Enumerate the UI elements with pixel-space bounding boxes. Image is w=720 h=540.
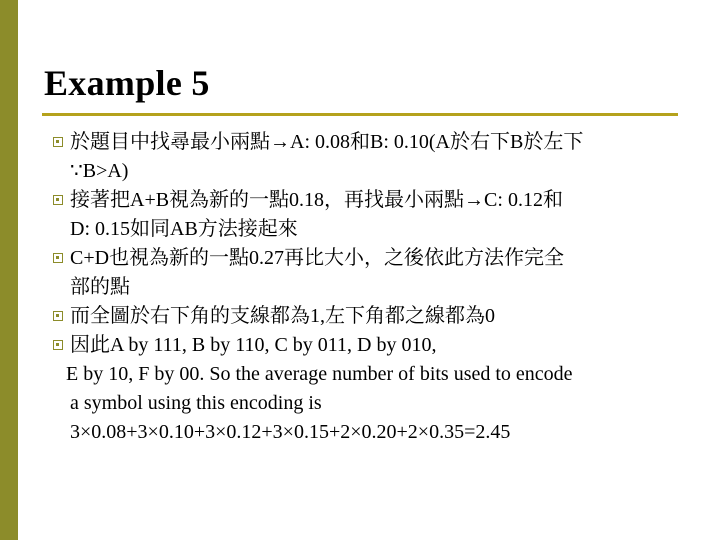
bullet-item (44, 331, 684, 360)
bullet-line: 於題目中找尋最小兩點→A: 0.08和B: 0.10(A於右下B於左下 (70, 131, 584, 153)
formula-line: 3×0.08+3×0.10+3×0.12+3×0.15+2×0.20+2×0.35=2.45 (70, 421, 511, 443)
continuation-line: a symbol using this encoding is (70, 392, 322, 414)
bullet-line: 部的點 (70, 276, 130, 298)
bullet-item (44, 302, 684, 331)
bullet-line: ∵B>A) (70, 160, 129, 182)
square-bullet-icon (53, 137, 63, 147)
continuation-line: E by 10, F by 00. So the average number of bits used to encode (66, 363, 573, 385)
continuation-text (44, 360, 684, 447)
bullet-item (44, 244, 684, 302)
square-bullet-icon (53, 340, 63, 350)
slide-title: Example 5 (44, 63, 210, 103)
left-accent-bar (0, 0, 18, 540)
square-bullet-icon (53, 311, 63, 321)
bullet-item (44, 128, 684, 186)
square-bullet-icon (53, 195, 63, 205)
square-bullet-icon (53, 253, 63, 263)
bullet-line: 而全圖於右下角的支線都為1,左下角都之線都為0 (70, 305, 495, 327)
slide-content (44, 128, 684, 447)
bullet-line: 因此A by 111, B by 110, C by 011, D by 010, (70, 334, 437, 356)
bullet-item (44, 186, 684, 244)
title-divider (42, 113, 678, 116)
bullet-line: D: 0.15如同AB方法接起來 (70, 218, 298, 240)
bullet-line: C+D也視為新的一點0.27再比大小，之後依此方法作完全 (70, 247, 565, 269)
bullet-line: 接著把A+B視為新的一點0.18，再找最小兩點→C: 0.12和 (70, 189, 563, 211)
